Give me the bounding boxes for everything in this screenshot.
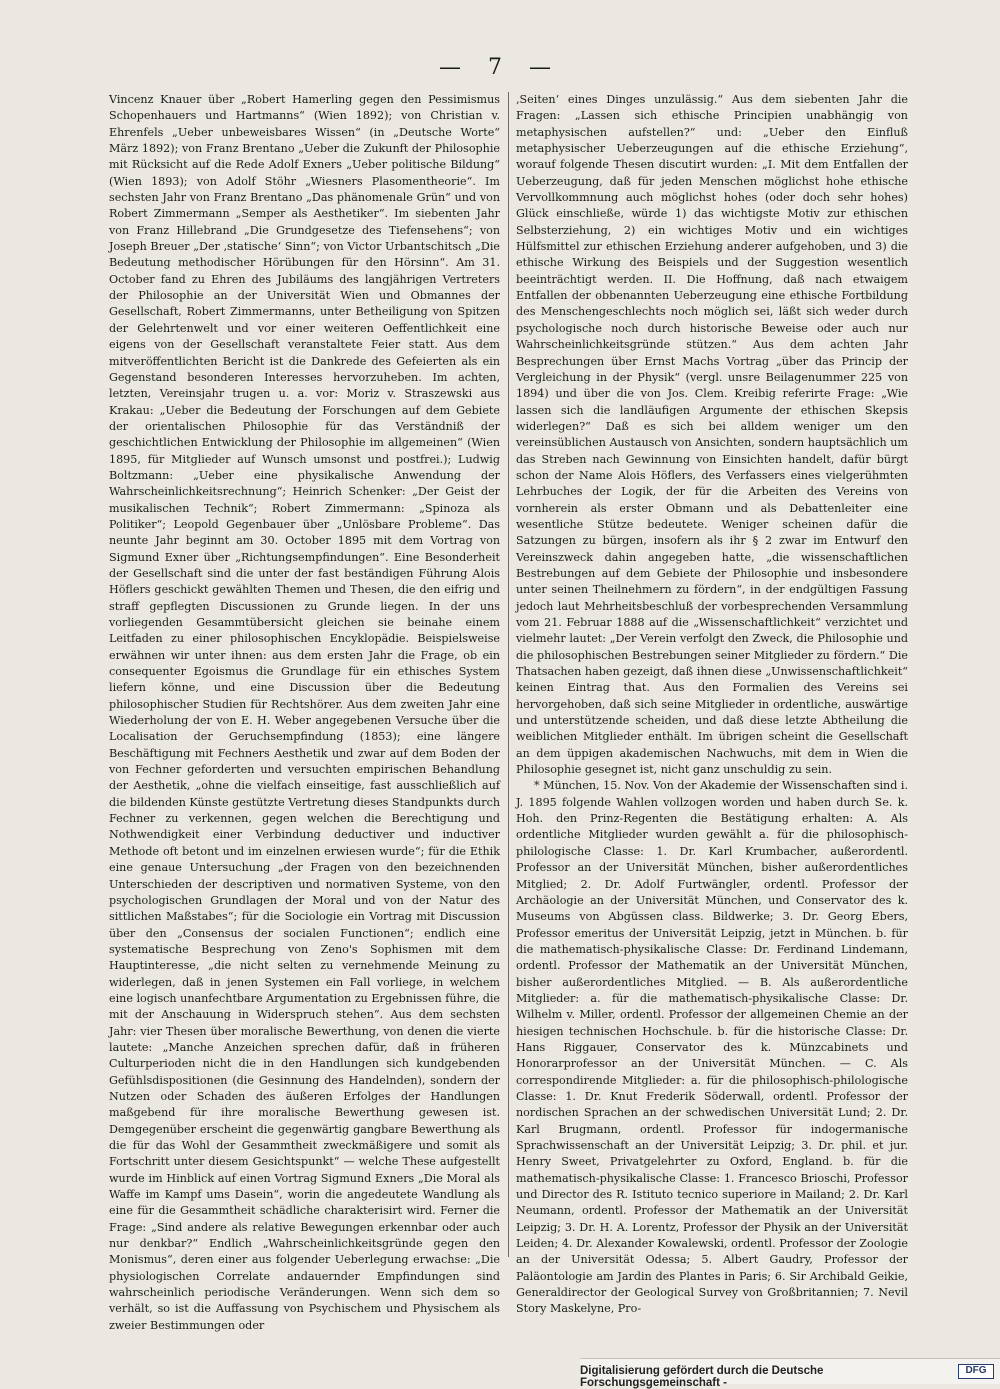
dfg-credit-text: Digitalisierung gefördert durch die Deutsche Forschungsgemeinschaft - bbox=[580, 1365, 824, 1389]
left-column-paragraph: Vincenz Knauer über „Robert Hamerling gegen den Pessimismus Schopenhauers und Hartmanns“ (Wien 1892); von Christian v. Ehrenfels „Ueber unbeweisbares Wissen“ (in „Deutsche Worte“ März 1892); von Franz Brentano „Ueber die Zukunft der Philosophie mit Rücksicht auf die Rede Adolf Exners „Ueber politische Bildung“ (Wien 1893); von Adolf Stöhr „Wiesners Plasomentheorie“. Im sechsten Jahr von Franz Brentano „Das phänomenale Grün“ und von Robert Zimmermann „Semper als Aesthetiker“. Im siebenten Jahr von Franz Hillebrand „Die Grundgesetze des Tiefensehens“; von Joseph Breuer „Der ‚statische‘ Sinn“; von Victor Urbantschitsch „Die Bedeutung methodischer Hörübungen für den Hörsinn“. Am 31. October fand zu Ehren des Jubiläums des langjährigen Vertreters der Philosophie an der Universität Wien und Obmannes der Gesellschaft, Robert Zimmermanns, unter Betheiligung von Spitzen der Gelehrtenwelt und vor einer weiteren Oeffentlichkeit eine eigens von der Gesellschaft veranstaltete Feier statt. Aus dem mitveröffentlichten Bericht ist die Dankrede des Gefeierten als ein Gegenstand besonderen Interesses hervorzuheben. Im achten, letzten, Vereinsjahr trugen u. a. vor: Moriz v. Straszewski aus Krakau: „Ueber die Bedeutung der Forschungen auf dem Gebiete der orientalischen Philosophie für das Verständniß der geschichtlichen Entwicklung der Philosophie im allgemeinen“ (Wien 1895, für Mitglieder auf Wunsch umsonst und postfrei.); Ludwig Boltzmann: „Ueber eine physikalische Anwendung der Wahrscheinlichkeitsrechnung“; Heinrich Schenker: „Der Geist der musikalischen Technik“; Robert Zimmermann: „Spinoza als Politiker“; Leopold Gegenbauer über „Unlösbare Probleme“. Das neunte Jahr beginnt am 30. October 1895 mit dem Vortrag von Sigmund Exner über „Richtungsempfindungen“. Eine Besonderheit der Gesellschaft sind die unter der fast beständigen Führung Alois Höflers geschickt gewählten Themen und Thesen, die den eifrig und straff gepflegten Discussionen zu Grunde liegen. In der uns vorliegenden Gesammtübersicht gleichen sie beinahe einem Leitfaden zu einer philosophischen Encyklopädie. Beispielsweise erwähnen wir unter ihnen: aus dem ersten Jahr die Frage, ob ein consequenter Egoismus die Grundlage für ein ethisches System liefern könne, und eine Discussion über die Bedeutung philosophischer Studien für Rechtshörer. Aus dem zweiten Jahr eine Wiederholung der von E. H. Weber angegebenen Versuche über die Localisation der Geruchsempfindung (1853); eine längere Beschäftigung mit Fechners Aesthetik und zwar auf dem Boden der von Fechner geforderten und versuchten empirischen Behandlung der Aesthetik, „ohne die vielfach einseitige, fast ausschließlich auf die bildenden Künste gestützte Vertretung dieses Standpunkts durch Fechner zu verkennen, gegen welchen die Berechtigung und Nothwendigkeit einer Verbindung deductiver und inductiver Methode oft betont und im einzelnen erwiesen wurde“; für die Ethik eine genaue Untersuchung „der Fragen von den bezeichnenden Unterschieden der descriptiven und normativen Systeme, von den psychologischen Grundlagen der Moral und von der Natur des sittlichen Maßstabes“; für die Sociologie ein Vortrag mit Discussion über den „Consensus der socialen Functionen“; endlich eine systematische Besprechung von Zeno's Sophismen mit dem Hauptinteresse, „die nicht selten zu vernehmende Meinung zu widerlegen, daß in jenen Systemen ein Fall vorliege, in welchem eine logisch unanfechtbare Argumentation zu Ergebnissen führe, die mit der Anschauung in Widerspruch stehen“. Aus dem sechsten Jahr: vier Thesen über moralische Bewerthung, von denen die vierte lautete: „Manche Anzeichen sprechen dafür, daß in früheren Culturperioden nicht die in den Handlungen sich kundgebenden Gefühlsdispositionen (die Gesinnung des Handelnden), sondern der Nutzen oder Schaden des äußeren Erfolges der Handlungen maßgebend für ihre moralische Bewerthung gewesen ist. Demgegenüber erscheint die gegenwärtig gangbare Bewerthung als die für das Wohl der Gesammtheit zweckmäßigere und somit als Fortschritt unter diesem Gesichtspunkt“ — welche These aufgestellt wurde im Hinblick auf einen Vortrag Sigmund Exners „Die Moral als Waffe im Kampf ums Dasein“, worin die angedeutete Wandlung als eine für die Gesammtheit schädliche charakterisirt wird. Ferner die Frage: „Sind andere als relative Bewegungen erkennbar oder auch nur denkbar?“ Endlich „Wahrscheinlichkeitsgründe gegen den Monismus“, deren einer aus folgender Ueberlegung erwachse: „Die physiologischen Correlate andauernder Empfindungen sind wahrscheinlich periodische Veränderungen. Wenn sich dem so verhält, so ist die Auffassung von Psychischem und Physischem als zweier Bestimmungen oder bbox=[109, 93, 500, 1332]
digitization-footer bbox=[580, 1358, 1000, 1389]
left-column bbox=[109, 92, 500, 1332]
column-divider bbox=[508, 92, 509, 1257]
right-column bbox=[516, 92, 908, 1316]
text-columns bbox=[109, 92, 917, 1332]
page-number: — 7 — bbox=[439, 55, 561, 80]
right-column-paragraph: ‚Seiten‘ eines Dinges unzulässig.“ Aus dem siebenten Jahr die Fragen: „Lassen sich ethische Principien unabhängig von metaphysischen aufstellen?“ und: „Ueber den Einfluß metaphysischer Ueberzeugungen auf die ethische Erziehung“, worauf folgende Thesen discutirt wurden: „I. Mit dem Entfallen der Ueberzeugung, daß für jeden Menschen möglichst hohe ethische Vervollkommnung auch möglichst hohes (oder doch sehr hohes) Glück einschließe, würde 1) das wichtigste Motiv zur ethischen Selbsterziehung, 2) ein wichtiges Motiv und ein wichtiges Hülfsmittel zur ethischen Erziehung anderer aufgehoben, und 3) die ethische Wirkung des Beispiels und der Suggestion wesentlich beeinträchtigt werden. II. Die Hoffnung, daß nach etwaigem Entfallen der obbenannten Ueberzeugung eine ethische Fortbildung des Menschengeschlechts noch möglich sei, läßt sich weder durch psychologische noch durch historische Beweise oder auch nur Wahrscheinlichkeitsgründe stützen.“ Aus dem achten Jahr Besprechungen über Ernst Machs Vortrag „über das Princip der Vergleichung in der Physik“ (vergl. unsre Beilagenummer 225 von 1894) und über die von Jos. Clem. Kreibig referirte Frage: „Wie lassen sich die landläufigen Argumente der ethischen Skepsis widerlegen?“ Daß es sich bei alldem weniger um den vereinsüblichen Austausch von Ansichten, sondern hauptsächlich um das Streben nach Gewinnung von Einsichten handelt, dafür bürgt schon der Name Alois Höflers, des Verfassers eines vielgerühmten Lehrbuches der Logik, der für die Arbeiten des Vereins von vornherein als erster Obmann und als Debattenleiter eine wesentliche Stütze bedeutete. Weniger scheinen dafür die Satzungen zu bürgen, insofern als ihr § 2 zwar im Entwurf den Vereinszweck dahin angegeben hatte, „die wissenschaftlichen Bestrebungen auf dem Gebiete der Philosophie und insbesondere unter seinen Theilnehmern zu fördern“, in der endgültigen Fassung jedoch laut Mehrheitsbeschluß der vorbesprechenden Versammlung vom 21. Februar 1888 auf die „Wissenschaftlichkeit“ verzichtet und vielmehr lautet: „Der Verein verfolgt den Zweck, die Philosophie und die philosophischen Bestrebungen seiner Mitglieder zu fördern.“ Die Thatsachen haben gezeigt, daß ihnen diese „Unwissenschaftlichkeit“ keinen Eintrag that. Aus den Formalien des Vereins sei hervorgehoben, daß sich seine Mitglieder in ordentliche, auswärtige und unterstützende scheiden, und daß diese letzte Abtheilung die weiblichen Mitglieder enthält. Im übrigen scheint die Gesellschaft an dem üppigen akademischen Nachwuchs, mit dem in Wien die Philosophie gesegnet ist, nicht ganz unschuldig zu sein. bbox=[516, 93, 908, 777]
munich-report-paragraph: * München, 15. Nov. Von der Akademie der Wissenschaften sind i. J. 1895 folgende Wahlen vollzogen worden und haben durch Se. k. Hoh. den Prinz-Regenten die Bestätigung erhalten: A. Als ordentliche Mitglieder wurden gewählt a. für die philosophisch-philologische Classe: 1. Dr. Karl Krumbacher, außerordentl. Professor an der Universität München, bisher außerordentliches Mitglied; 2. Dr. Adolf Furtwängler, ordentl. Professor der Archäologie an der Universität München, und Conservator des k. Museums von Abgüssen class. Bildwerke; 3. Dr. Georg Ebers, Professor emeritus der Universität Leipzig, jetzt in München. b. für die mathematisch-physikalische Classe: Dr. Ferdinand Lindemann, ordentl. Professor der Mathematik an der Universität München, bisher außerordentliches Mitglied. — B. Als außerordentliche Mitglieder: a. für die mathematisch-physikalische Classe: Dr. Wilhelm v. Miller, ordentl. Professor der allgemeinen Chemie an der hiesigen technischen Hochschule. b. für die historische Classe: Dr. Hans Riggauer, Conservator des k. Münzcabinets und Honorarprofessor an der Universität München. — C. Als correspondirende Mitglieder: a. für die philosophisch-philologische Classe: 1. Dr. Knut Frederik Söderwall, ordentl. Professor der nordischen Sprachen an der schwedischen Universität Lund; 2. Dr. Karl Brugmann, ordentl. Professor für indogermanische Sprachwissenschaft an der Universität Leipzig; 3. Dr. phil. et jur. Henry Sweet, Privatgelehrter zu Oxford, England. b. für die mathematisch-physikalische Classe: 1. Francesco Brioschi, Professor und Director des R. Istituto tecnico superiore in Mailand; 2. Dr. Karl Neumann, ordentl. Professor der Mathematik an der Universität Leipzig; 3. Dr. H. A. Lorentz, Professor der Physik an der Universität Leiden; 4. Dr. Alexander Kowalewski, ordentl. Professor der Zoologie an der Universität Odessa; 5. Albert Gaudry, Professor der Paläontologie am Jardin des Plantes in Paris; 6. Sir Archibald Geikie, Generaldirector der Geological Survey von Großbritannien; 7. Nevil Story Maskelyne, Pro- bbox=[516, 779, 908, 1316]
dfg-logo-icon: DFG bbox=[958, 1364, 994, 1379]
